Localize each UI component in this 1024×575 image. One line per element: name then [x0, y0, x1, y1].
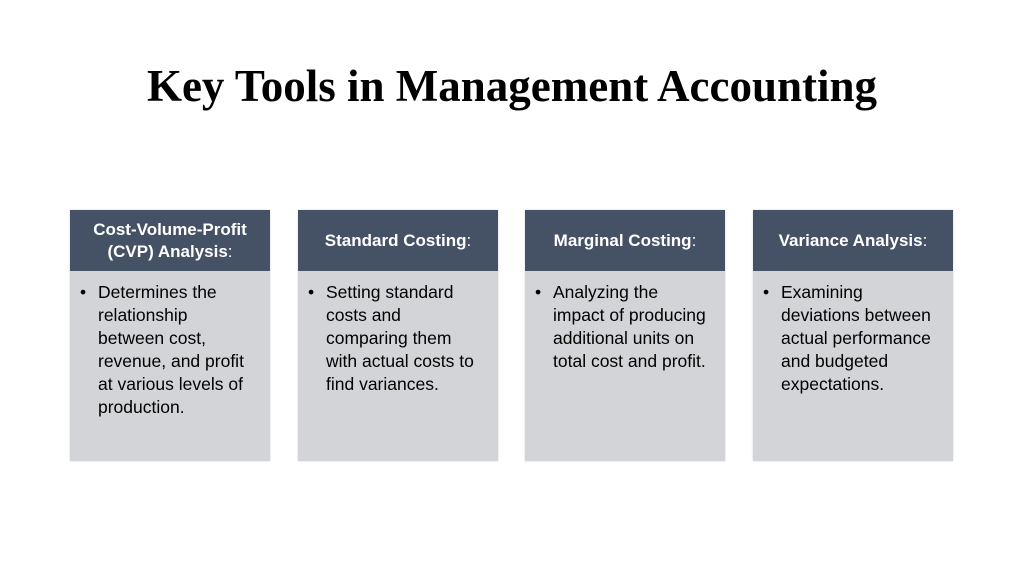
- bullet-item: [80, 281, 256, 419]
- card-heading-colon: :: [922, 230, 928, 250]
- bullet-icon: •: [763, 282, 770, 302]
- bullet-item: [763, 281, 939, 396]
- card-heading: Marginal Costing: [553, 230, 692, 250]
- card-header: [298, 210, 498, 271]
- card-header: [525, 210, 725, 271]
- slide-title: Key Tools in Management Accounting: [146, 61, 878, 111]
- card-variance-analysis: [753, 210, 953, 461]
- card-heading: Standard Costing: [324, 230, 467, 250]
- card-heading-colon: :: [691, 230, 697, 250]
- bullet-item: [308, 281, 484, 396]
- bullet-icon: •: [80, 282, 87, 302]
- card-marginal-costing: [525, 210, 725, 461]
- card-body: [298, 271, 498, 396]
- card-standard-costing: [298, 210, 498, 461]
- bullet-icon: •: [308, 282, 315, 302]
- card-heading: Variance Analysis: [778, 230, 923, 250]
- bullet-text: Determines the relationship between cost, revenue, and profit at various levels of production.: [98, 282, 244, 417]
- bullet-text: Analyzing the impact of producing additional units on total cost and profit.: [553, 282, 706, 371]
- card-header: [70, 210, 270, 271]
- card-heading-colon: :: [227, 241, 233, 261]
- card-header: [753, 210, 953, 271]
- card-heading-colon: :: [466, 230, 472, 250]
- card-body: [753, 271, 953, 396]
- card-body: [70, 271, 270, 419]
- bullet-icon: •: [535, 282, 542, 302]
- card-heading: Cost-Volume-Profit (CVP) Analysis: [93, 219, 247, 261]
- bullet-text: Setting standard costs and comparing them with actual costs to find variances.: [326, 282, 474, 394]
- bullet-item: [535, 281, 711, 373]
- card-cvp-analysis: [70, 210, 270, 461]
- bullet-text: Examining deviations between actual performance and budgeted expectations.: [781, 282, 931, 394]
- card-body: [525, 271, 725, 373]
